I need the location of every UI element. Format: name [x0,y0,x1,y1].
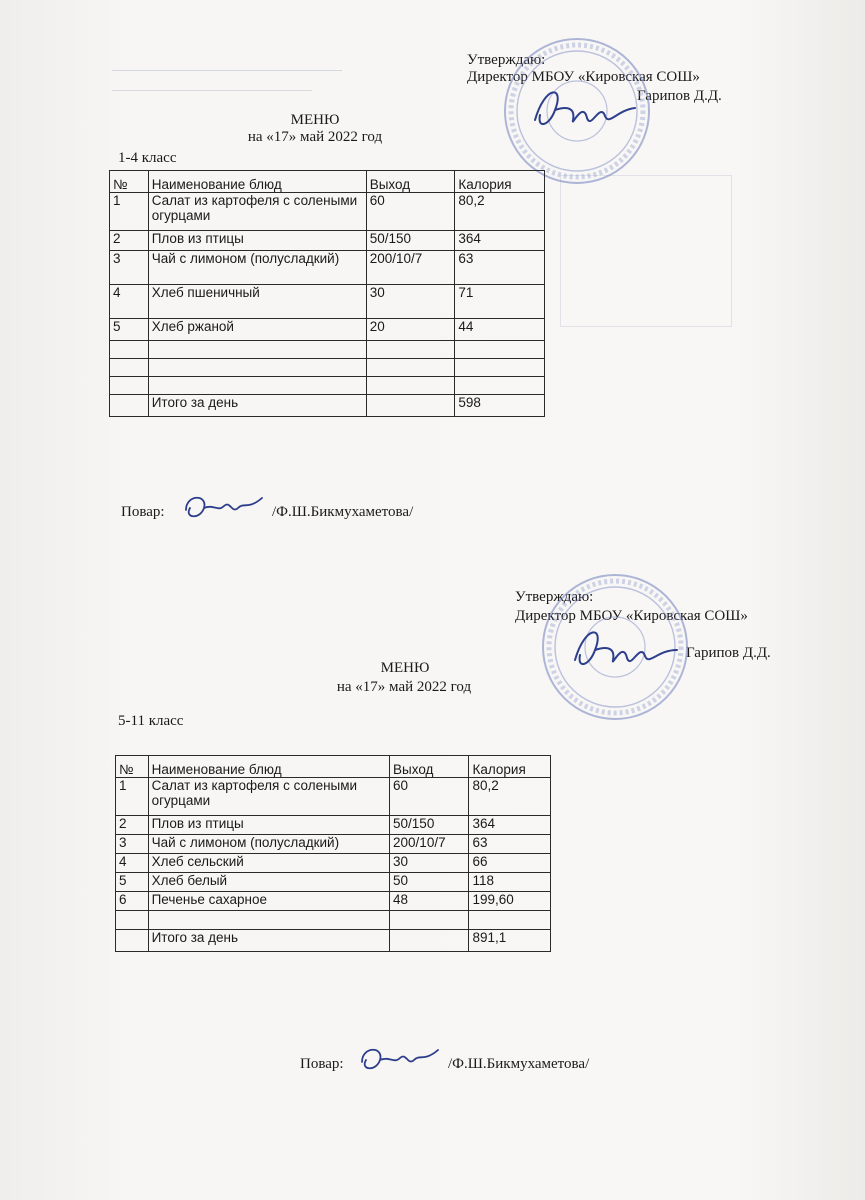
cell-calories: 63 [469,835,551,854]
header-cell: Калория [455,171,545,193]
header-cell: Наименование блюд [148,171,366,193]
cell-output: 60 [366,193,455,231]
table-row-empty [110,341,545,359]
class-label: 1-4 класс [118,150,177,166]
cook-label: Повар: [300,1056,344,1072]
cell-dish: Чай с лимоном (полусладкий) [148,835,389,854]
cook-signature-icon [178,488,268,528]
cell-dish: Хлеб сельский [148,854,389,873]
table-row-empty [116,911,551,930]
table-row [110,193,545,231]
cook-name: /Ф.Ш.Бикмухаметова/ [448,1056,590,1072]
cell-calories: 199,60 [469,892,551,911]
cook-label: Повар: [121,504,165,520]
approval-word: Утверждаю: [467,52,546,68]
cell-number: 5 [110,319,149,341]
cook-name: /Ф.Ш.Бикмухаметова/ [272,504,414,520]
cell-dish: Салат из картофеля с солеными огурцами [148,193,366,231]
table-row [116,778,551,816]
cook-signature-icon [354,1040,444,1080]
total-label: Итого за день [148,395,366,417]
table-row [116,854,551,873]
approval-director: Директор МБОУ «Кировская СОШ» [515,608,748,624]
approval-name: Гарипов Д.Д. [686,645,771,661]
cell-calories: 364 [455,231,545,251]
table-total-row [110,395,545,417]
cell-calories: 71 [455,285,545,319]
cell-dish: Хлеб белый [148,873,389,892]
cell-output: 48 [390,892,469,911]
cell-number: 4 [116,854,149,873]
table-row [110,285,545,319]
cell-number: 4 [110,285,149,319]
bleed-through-mark [112,70,342,85]
cell-output: 200/10/7 [390,835,469,854]
cell-calories: 80,2 [455,193,545,231]
director-signature-icon [565,620,685,680]
cell-number: 3 [110,251,149,285]
cell-output: 30 [366,285,455,319]
menu-table [115,755,551,952]
cell-output: 20 [366,319,455,341]
menu-table [109,170,545,417]
menu-title: МЕНЮ [380,660,430,676]
menu-title: МЕНЮ [290,112,340,128]
cell-output: 50/150 [366,231,455,251]
table-row [110,231,545,251]
cell-dish: Хлеб ржаной [148,319,366,341]
bleed-through-mark [560,175,732,327]
cell-output: 200/10/7 [366,251,455,285]
cell-dish: Плов из птицы [148,816,389,835]
table-header-row [110,171,545,193]
bleed-through-mark [112,90,312,105]
cell-number: 2 [110,231,149,251]
table-row [110,251,545,285]
class-label: 5-11 класс [118,713,184,729]
cell-calories: 118 [469,873,551,892]
table-row [116,835,551,854]
total-value: 598 [455,395,545,417]
cell-calories: 63 [455,251,545,285]
cell-number: 6 [116,892,149,911]
table-header-row [116,756,551,778]
header-cell: Выход [390,756,469,778]
total-label: Итого за день [148,930,389,952]
cell-output: 30 [390,854,469,873]
cell-dish: Салат из картофеля с солеными огурцами [148,778,389,816]
table-row [116,873,551,892]
cell-dish: Плов из птицы [148,231,366,251]
table-row-empty [110,359,545,377]
cell-calories: 66 [469,854,551,873]
cell-output: 60 [390,778,469,816]
cell-calories: 364 [469,816,551,835]
table-row [116,816,551,835]
header-cell: № [116,756,149,778]
header-cell: Калория [469,756,551,778]
cell-output: 50/150 [390,816,469,835]
director-signature-icon [525,80,645,140]
cell-dish: Хлеб пшеничный [148,285,366,319]
cell-output: 50 [390,873,469,892]
menu-date: на «17» май 2022 год [336,679,472,695]
approval-name: Гарипов Д.Д. [637,88,722,104]
table-row [110,319,545,341]
header-cell: № [110,171,149,193]
total-value: 891,1 [469,930,551,952]
cell-calories: 80,2 [469,778,551,816]
cell-number: 3 [116,835,149,854]
table-row-empty [110,377,545,395]
cell-number: 2 [116,816,149,835]
cell-dish: Печенье сахарное [148,892,389,911]
approval-director: Директор МБОУ «Кировская СОШ» [467,69,700,85]
cell-dish: Чай с лимоном (полусладкий) [148,251,366,285]
header-cell: Наименование блюд [148,756,389,778]
cell-number: 5 [116,873,149,892]
cell-number: 1 [116,778,149,816]
menu-date: на «17» май 2022 год [247,129,383,145]
cell-number: 1 [110,193,149,231]
table-row [116,892,551,911]
header-cell: Выход [366,171,455,193]
approval-word: Утверждаю: [515,589,594,605]
cell-calories: 44 [455,319,545,341]
table-total-row [116,930,551,952]
